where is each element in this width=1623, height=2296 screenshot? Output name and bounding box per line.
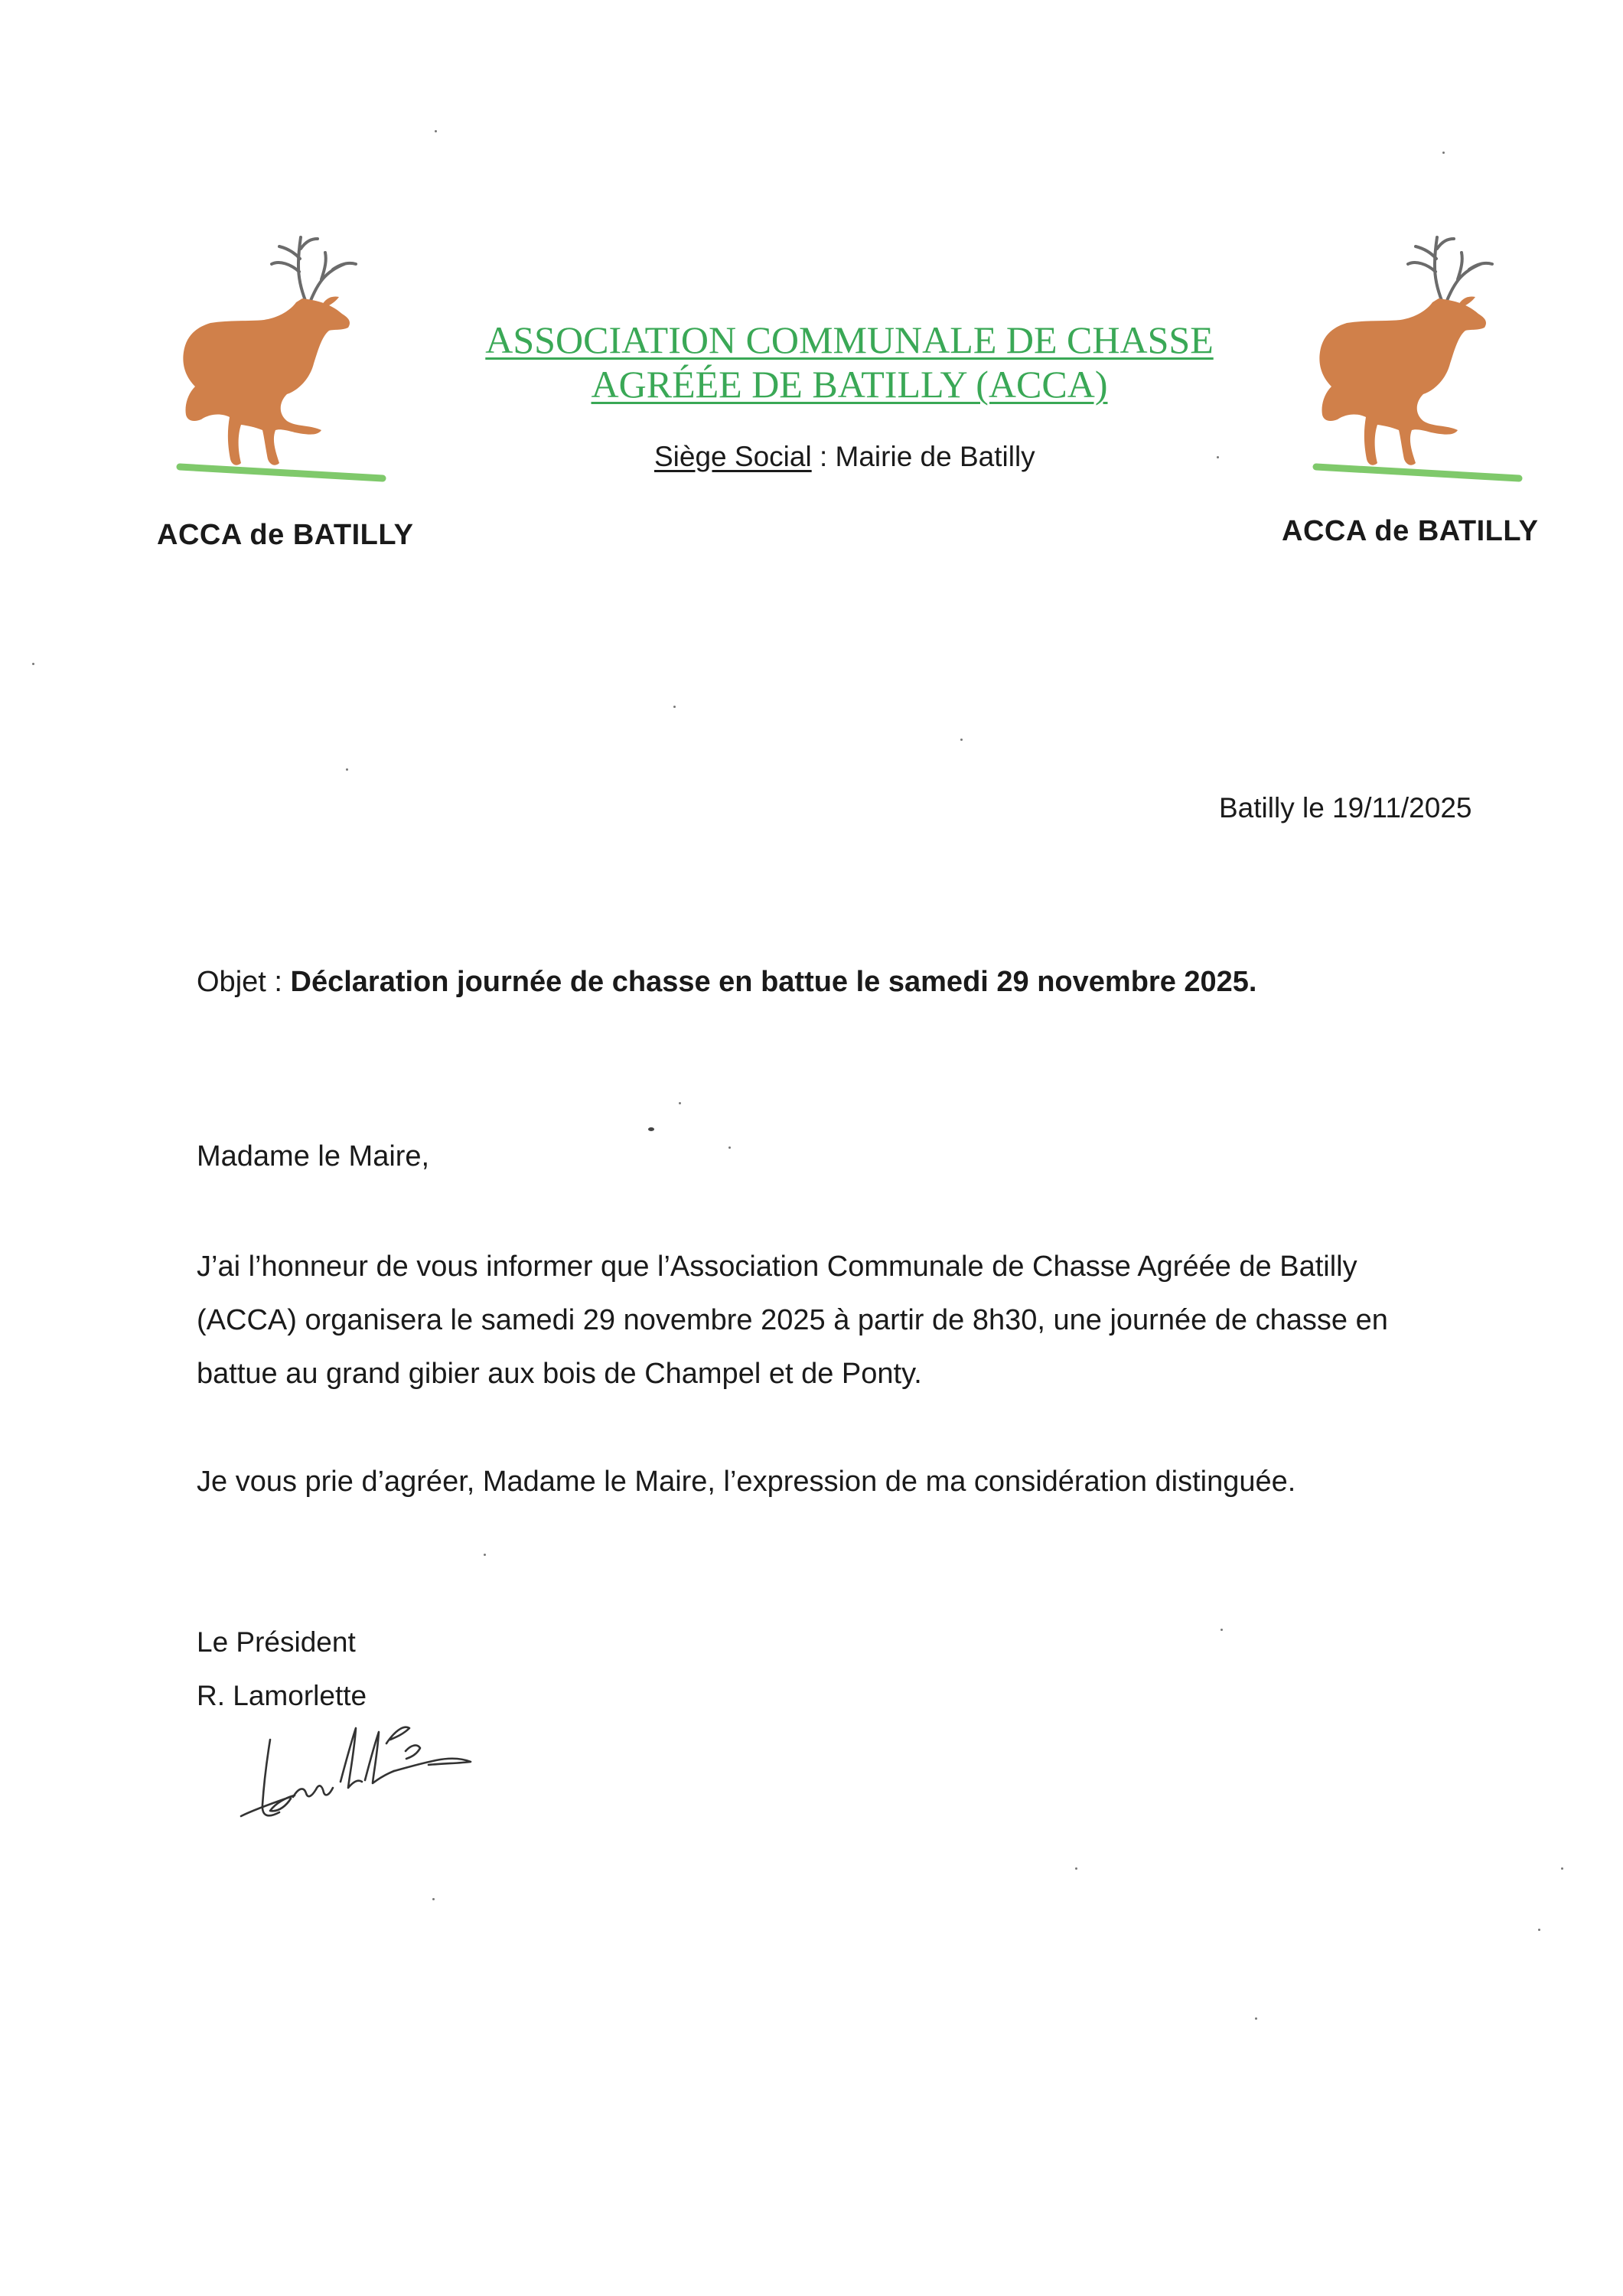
letter-date: Batilly le 19/11/2025 <box>1219 792 1472 823</box>
head-office-separator: : <box>811 441 836 472</box>
subject-label: Objet : <box>197 966 291 998</box>
scan-speck <box>432 1898 435 1900</box>
scan-speck <box>32 663 34 665</box>
scan-speck <box>1221 1629 1223 1631</box>
signatory-name: R. Lamorlette <box>197 1680 367 1711</box>
salutation: Madame le Maire, <box>197 1140 430 1172</box>
scan-speck <box>960 739 963 741</box>
association-title <box>429 318 1270 406</box>
scan-speck <box>1217 456 1219 458</box>
scan-speck <box>673 706 676 708</box>
signature-icon <box>233 1698 478 1831</box>
body-line: J’ai l’honneur de vous informer que l’Association Communale de Chasse Agréée de Batilly <box>197 1251 1357 1283</box>
signatory-role: Le Président <box>197 1626 356 1658</box>
scan-speck <box>1538 1929 1540 1931</box>
head-office-label: Siège Social <box>654 441 812 472</box>
scan-speck <box>346 768 348 771</box>
deer-icon <box>1301 230 1530 482</box>
association-title-line1: ASSOCIATION COMMUNALE DE CHASSE <box>485 318 1214 361</box>
logo-caption-left: ACCA de BATILLY <box>157 519 414 551</box>
logo-right <box>1301 230 1530 482</box>
scan-speck <box>1442 152 1445 154</box>
closing-formula: Je vous prie d’agréer, Madame le Maire, l’expression de ma considération distinguée. <box>197 1466 1296 1498</box>
body-paragraph <box>197 1240 1482 1401</box>
scan-speck <box>1561 1867 1563 1870</box>
handwritten-signature <box>233 1698 478 1831</box>
scan-speck <box>484 1554 486 1556</box>
head-office <box>654 441 1035 473</box>
deer-icon <box>165 230 394 482</box>
scan-speck <box>648 1127 654 1131</box>
head-office-value: Mairie de Batilly <box>835 441 1035 472</box>
subject-text: Déclaration journée de chasse en battue le samedi 29 novembre 2025. <box>290 966 1257 998</box>
body-line: battue au grand gibier aux bois de Champel et de Ponty. <box>197 1358 922 1390</box>
logo-caption-right: ACCA de BATILLY <box>1282 515 1539 547</box>
scan-speck <box>1075 1867 1077 1870</box>
scan-speck <box>728 1146 731 1149</box>
scan-speck <box>1255 2017 1257 2020</box>
body-line: (ACCA) organisera le samedi 29 novembre 2025 à partir de 8h30, une journée de chasse en <box>197 1304 1388 1336</box>
association-title-line2: AGRÉÉE DE BATILLY (ACCA) <box>591 363 1108 406</box>
scan-speck <box>679 1102 681 1104</box>
scan-speck <box>435 130 437 132</box>
letter-subject <box>197 966 1256 999</box>
logo-left <box>165 230 394 482</box>
